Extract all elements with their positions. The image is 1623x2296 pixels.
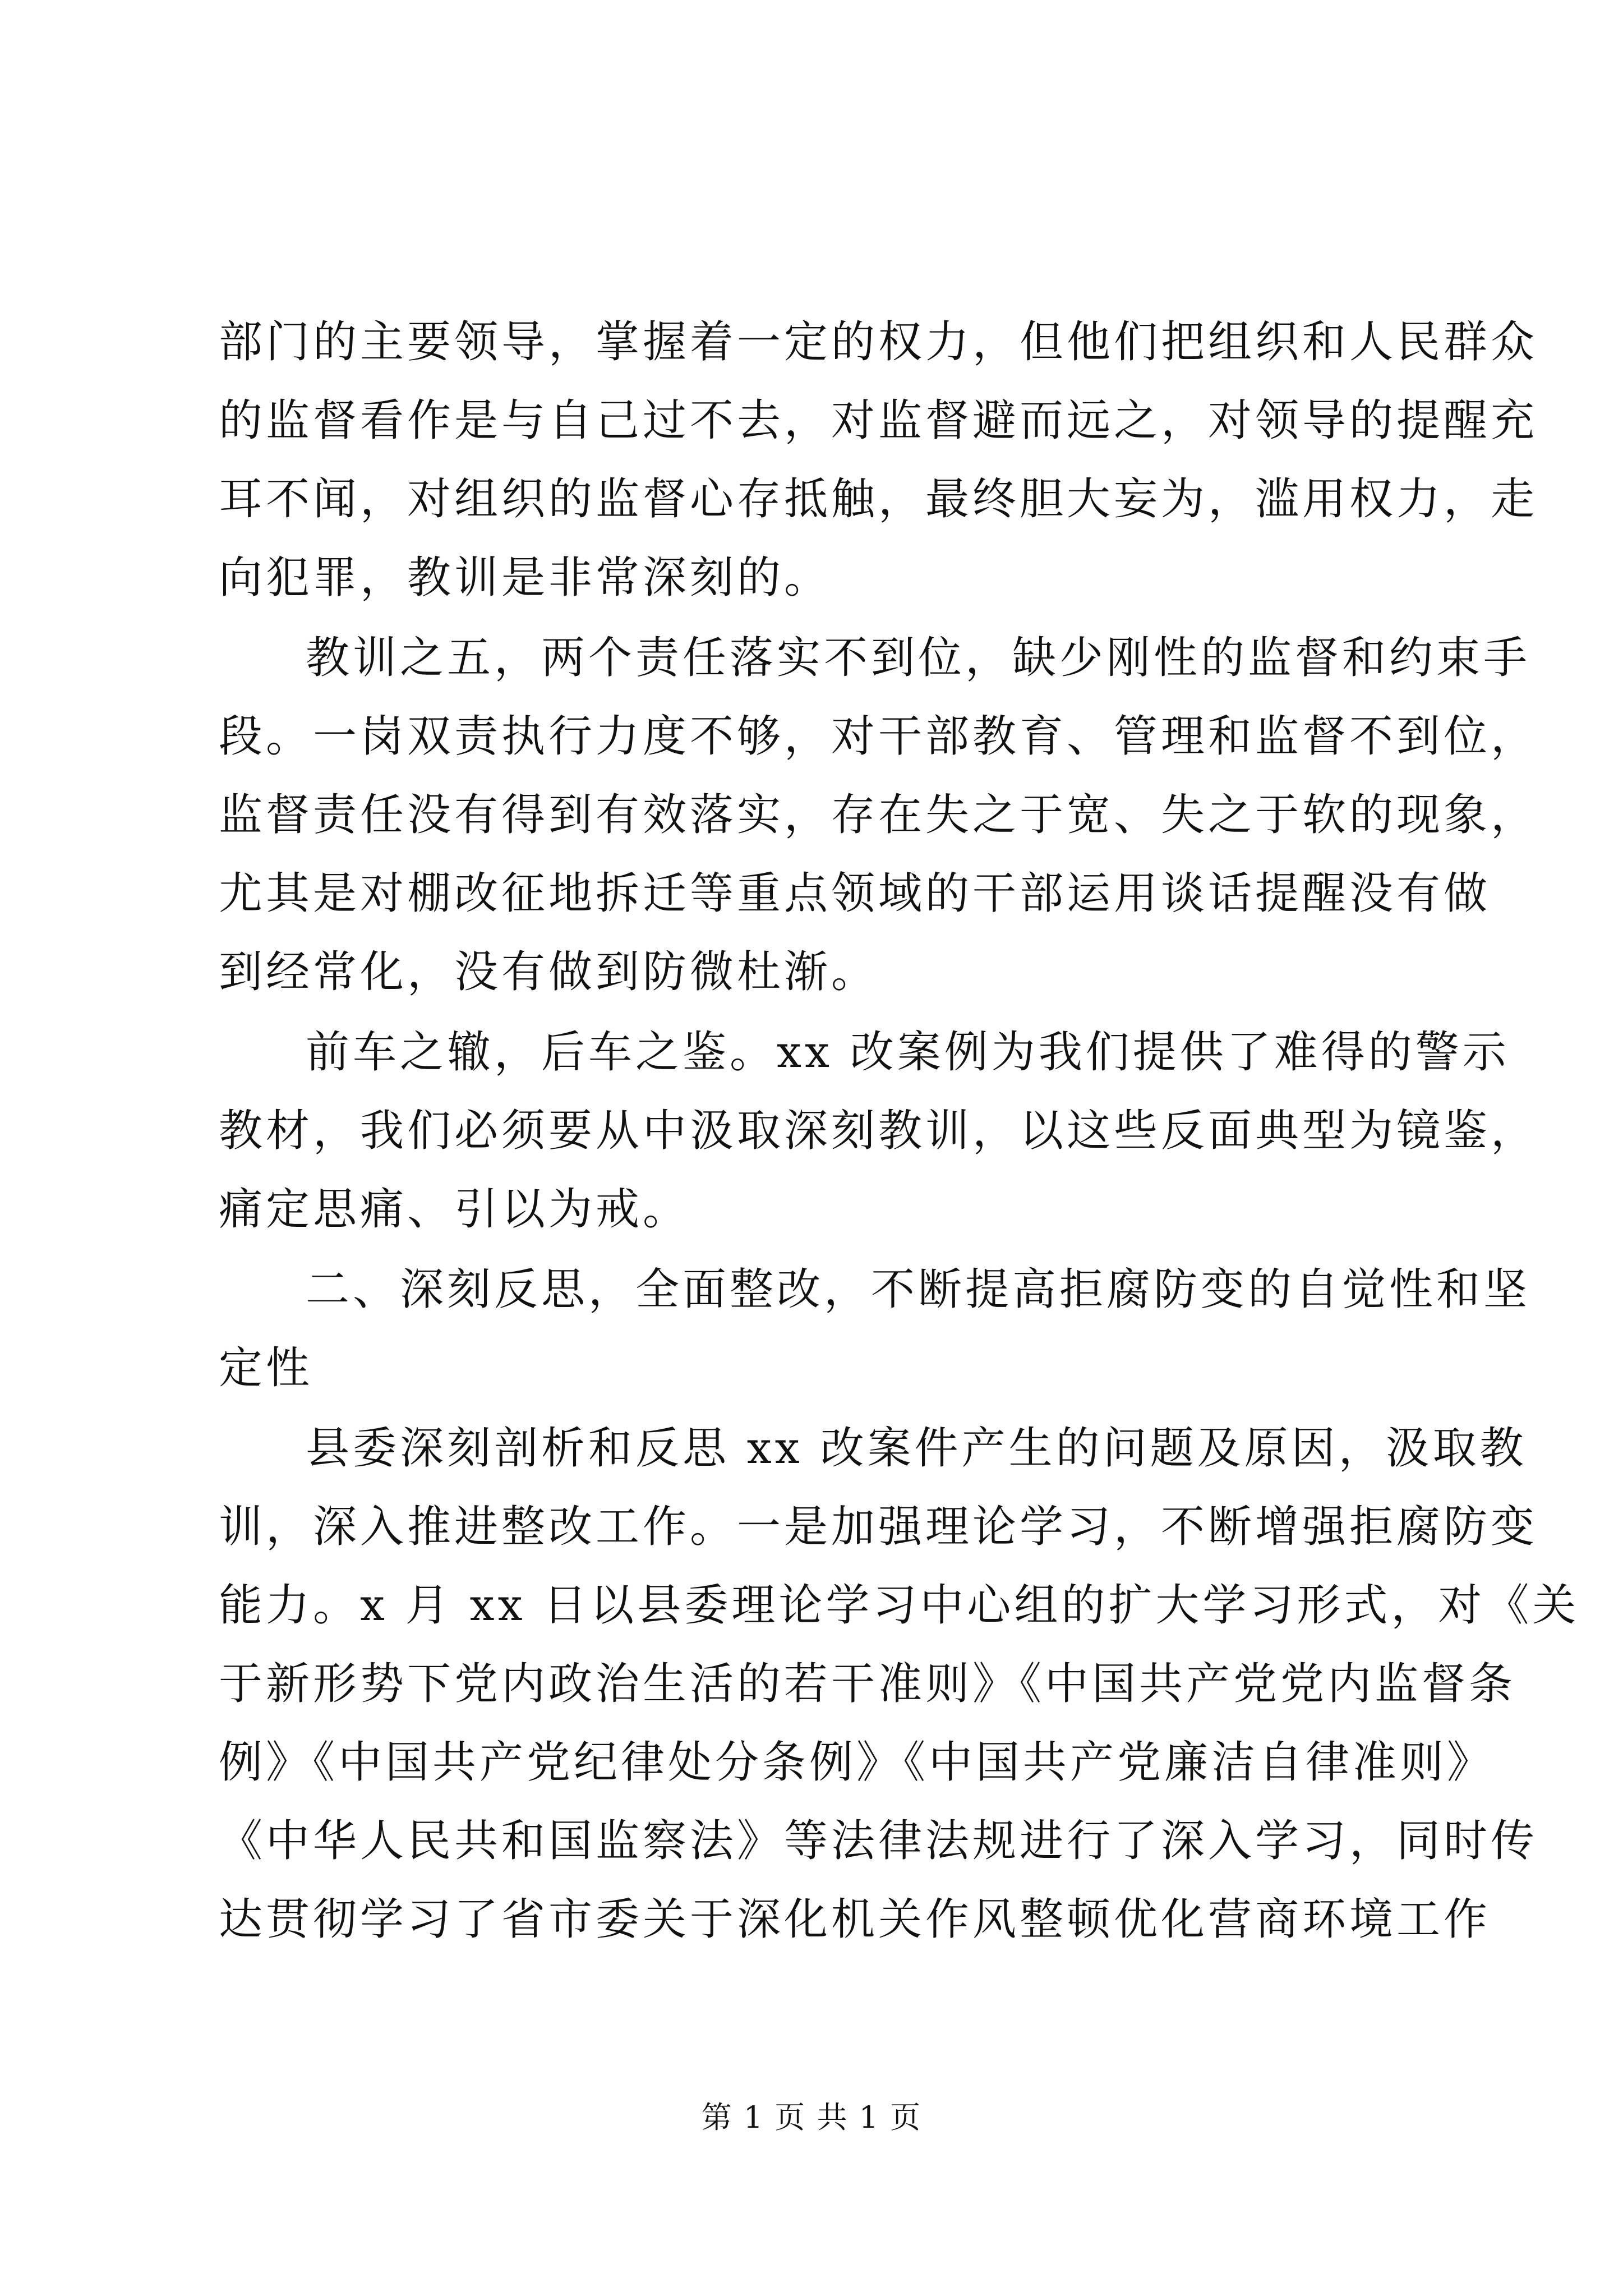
text-line: 训，深入推进整改工作。一是加强理论学习，不断增强拒腐防变 [219, 1502, 1538, 1552]
text-line: 部门的主要领导，掌握着一定的权力，但他们把组织和人民群众 [219, 317, 1538, 367]
text-line: 的监督看作是与自己过不去，对监督避而远之，对领导的提醒充 [219, 395, 1538, 446]
text-line: 二、深刻反思，全面整改，不断提高拒腐防变的自觉性和坚 [306, 1264, 1531, 1315]
text-line: 例》《中国共产党纪律处分条例》《中国共产党廉洁自律准则》 [219, 1737, 1495, 1788]
text-line: 监督责任没有得到有效落实，存在失之于宽、失之于软的现象， [219, 790, 1538, 840]
text-line: 痛定思痛、引以为戒。 [219, 1184, 690, 1235]
text-line: 耳不闻，对组织的监督心存抵触，最终胆大妄为，滥用权力，走 [219, 474, 1538, 524]
text-line: 向犯罪，教训是非常深刻的。 [219, 553, 832, 603]
text-line: 定性 [219, 1343, 313, 1393]
text-line: 到经常化，没有做到防微杜渐。 [219, 947, 879, 997]
text-line: 能力。x 月 xx 日以县委理论学习中心组的扩大学习形式，对《关 [219, 1580, 1580, 1631]
page-footer: 第 1 页 共 1 页 [701, 2100, 922, 2135]
text-line: 教训之五，两个责任落实不到位，缺少刚性的监督和约束手 [306, 633, 1531, 683]
text-line: 前车之辙，后车之鉴。xx 改案例为我们提供了难得的警示 [306, 1027, 1510, 1078]
text-line: 于新形势下党内政治生活的若干准则》《中国共产党党内监督条 [219, 1659, 1516, 1709]
text-line: 教材，我们必须要从中汲取深刻教训，以这些反面典型为镜鉴， [219, 1106, 1538, 1156]
text-line: 《中华人民共和国监察法》等法律法规进行了深入学习，同时传 [219, 1816, 1538, 1866]
text-line: 段。一岗双责执行力度不够，对干部教育、管理和监督不到位， [219, 711, 1538, 762]
text-line: 尤其是对棚改征地拆迁等重点领域的干部运用谈话提醒没有做 [219, 868, 1491, 919]
text-line: 县委深刻剖析和反思 xx 改案件产生的问题及原因，汲取教 [306, 1423, 1527, 1474]
text-line: 达贯彻学习了省市委关于深化机关作风整顿优化营商环境工作 [219, 1894, 1491, 1945]
